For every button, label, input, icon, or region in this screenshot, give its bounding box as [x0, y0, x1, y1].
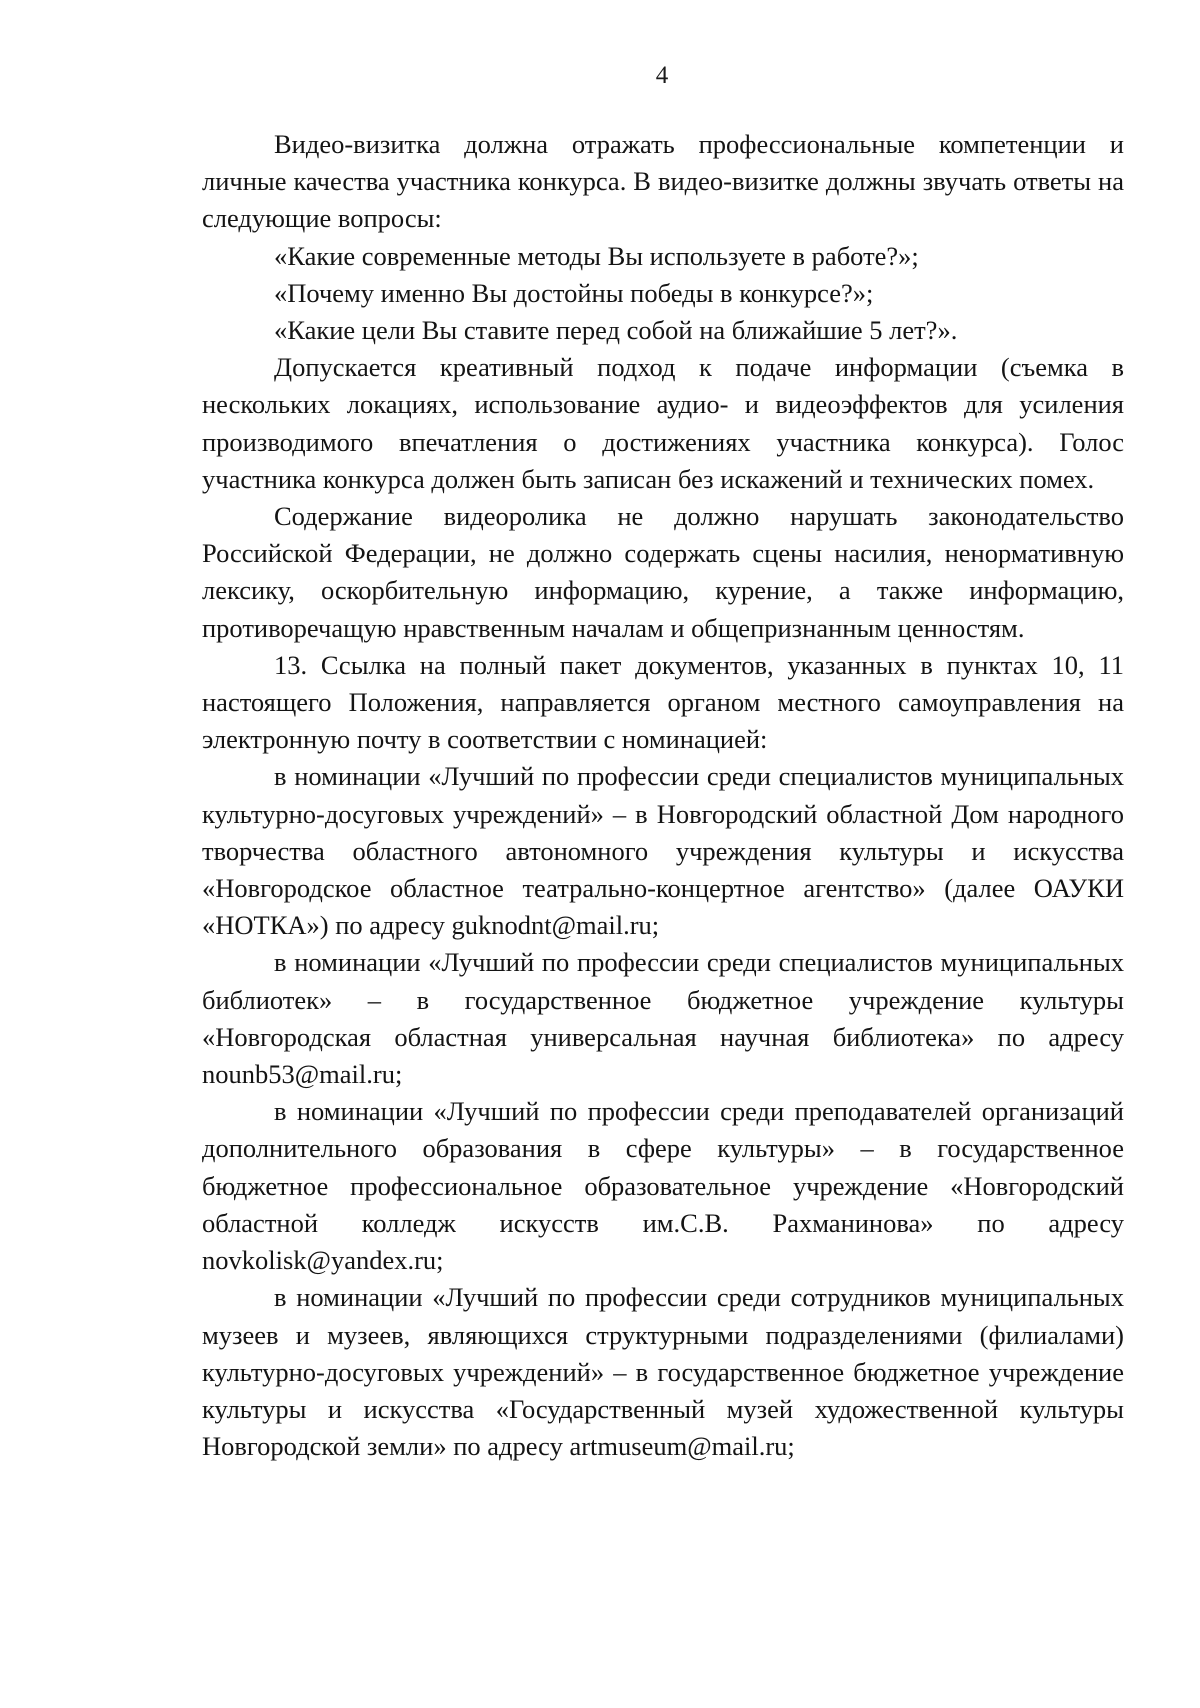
paragraph-question-methods: «Какие современные методы Вы используете в работе?»;: [274, 240, 919, 271]
paragraph-question-goals: «Какие цели Вы ставите перед собой на ближайшие 5 лет?».: [274, 315, 958, 346]
paragraph-content-restrictions: Содержание видеоролика не должно нарушать законодательство Российской Федерации, не должно содержать сцены насилия, ненормативную лексику, оскорбительную информацию, курение, а также информацию, противоречащую нравственным началам и общепризнанным ценностям.: [202, 501, 1124, 643]
paragraph-nomination-cultural-leisure: в номинации «Лучший по профессии среди специалистов муниципальных культурно-досуговых учреждений» – в Новгородский областной Дом народного творчества областного автономного учреждения культуры и искусства «Новгородское областное театрально-концертное агентство» (далее ОАУКИ «НОТКА») по адресу guknodnt@mail.ru;: [202, 761, 1124, 941]
paragraph-nomination-libraries: в номинации «Лучший по профессии среди специалистов муниципальных библиотек» – в государственное бюджетное учреждение культуры «Новгородская областная универсальная научная библиотека» по адресу nounb53@mail.ru;: [202, 947, 1124, 1090]
page-number: 4: [655, 62, 669, 89]
paragraph-nomination-teachers: в номинации «Лучший по профессии среди преподавателей организаций дополнительного образования в сфере культуры» – в государственное бюджетное профессиональное образовательное учреждение «Новгородский областной колледж искусств им.С.В. Рахманинова» по адресу novkolisk@yandex.ru;: [202, 1096, 1124, 1276]
paragraph-item-13: 13. Ссылка на полный пакет документов, указанных в пунктах 10, 11 настоящего Положения, направляется органом местного самоуправления на электронную почту в соответствии с номинацией:: [202, 649, 1124, 755]
paragraph-nomination-museums: в номинации «Лучший по профессии среди сотрудников муниципальных музеев и музеев, являющихся структурными подразделениями (филиалами) культурно-досуговых учреждений» – в государственное бюджетное учреждение культуры и искусства «Государственный музей художественной культуры Новгородской земли» по адресу artmuseum@mail.ru;: [202, 1282, 1124, 1462]
paragraph-video-card-requirements: Видео-визитка должна отражать профессиональные компетенции и личные качества участника конкурса. В видео-визитке должны звучать ответы на следующие вопросы:: [202, 129, 1124, 234]
paragraph-creative-approach: Допускается креативный подход к подаче информации (съемка в нескольких локациях, использование аудио- и видеоэффектов для усиления производимого впечатления о достижениях участника конкурса). Голос участника конкурса должен быть записан без искажений и технических помех.: [202, 352, 1124, 494]
document-body: [202, 126, 1124, 1465]
paragraph-question-why-winner: «Почему именно Вы достойны победы в конкурсе?»;: [274, 277, 874, 308]
